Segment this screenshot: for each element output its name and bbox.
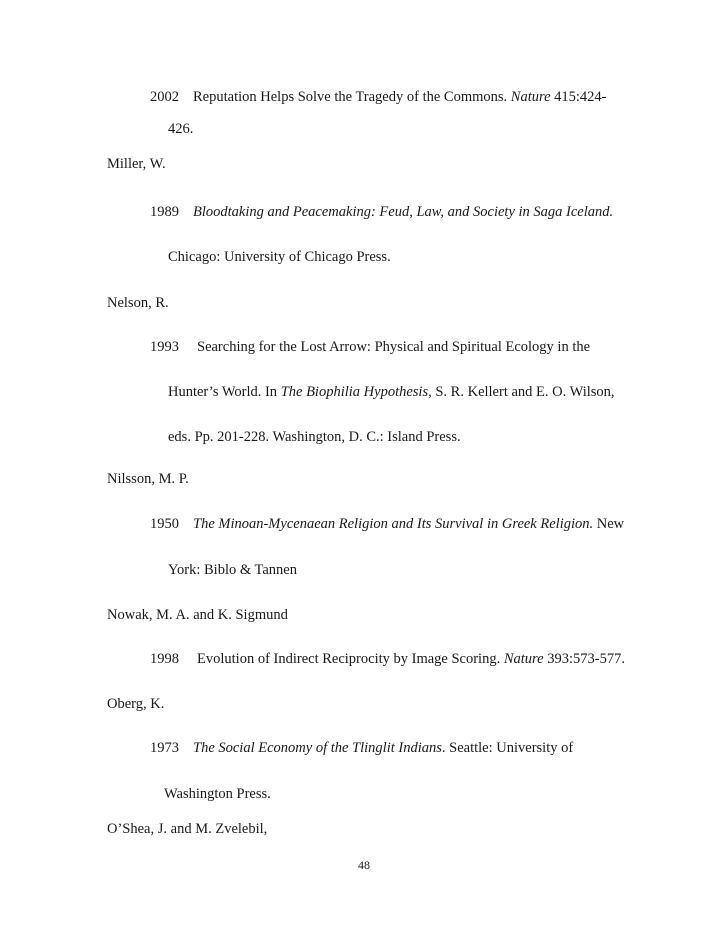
reference-text: S. R. Kellert and E. O. Wilson,	[435, 384, 615, 400]
reference-author: O’Shea, J. and M. Zvelebil,	[107, 821, 268, 837]
reference-author: Nilsson, M. P.	[107, 471, 189, 487]
reference-continuation	[168, 383, 615, 401]
reference-continuation: Washington Press.	[164, 786, 271, 802]
reference-entry-line	[150, 203, 613, 221]
reference-text: . Seattle: University of	[441, 740, 574, 756]
reference-entry-line	[150, 650, 625, 668]
reference-title: Reputation Helps Solve the Tragedy of the Commons.	[193, 89, 508, 105]
book-title: Bloodtaking and Peacemaking: Feud, Law, and Society in Saga Iceland.	[193, 204, 614, 220]
reference-entry-line	[150, 88, 607, 106]
reference-text: New	[596, 516, 625, 532]
reference-year: 1998	[150, 651, 179, 667]
reference-continuation: 426.	[168, 121, 194, 137]
book-title: The Biophilia Hypothesis,	[280, 384, 432, 400]
reference-author: Nelson, R.	[107, 295, 169, 311]
book-title: The Minoan-Mycenaean Religion and Its Survival in Greek Religion.	[193, 516, 594, 532]
reference-continuation: York: Biblo & Tannen	[168, 562, 297, 578]
book-title: The Social Economy of the Tlinglit Indians	[193, 740, 442, 756]
reference-year: 1973	[150, 740, 179, 756]
journal-name: Nature	[503, 651, 544, 667]
reference-year: 1950	[150, 516, 179, 532]
reference-entry-line	[150, 338, 590, 356]
reference-entry-line	[150, 515, 624, 533]
reference-title: Evolution of Indirect Reciprocity by Image Scoring.	[197, 651, 501, 667]
reference-continuation: eds. Pp. 201-228. Washington, D. C.: Island Press.	[168, 429, 461, 445]
reference-author: Oberg, K.	[107, 696, 165, 712]
reference-entry-line	[150, 739, 573, 757]
page-number: 48	[358, 858, 370, 872]
reference-pages: 393:573-577.	[547, 651, 625, 667]
reference-year: 1989	[150, 204, 179, 220]
reference-author: Nowak, M. A. and K. Sigmund	[107, 607, 288, 623]
reference-author: Miller, W.	[107, 156, 166, 172]
reference-continuation: Chicago: University of Chicago Press.	[168, 249, 391, 265]
reference-text: Hunter’s World. In	[168, 384, 278, 400]
reference-pages: 415:424-	[554, 89, 607, 105]
journal-name: Nature	[510, 89, 551, 105]
reference-year: 2002	[150, 89, 179, 105]
reference-year: 1993	[150, 339, 179, 355]
reference-title: Searching for the Lost Arrow: Physical and Spiritual Ecology in the	[197, 339, 591, 355]
